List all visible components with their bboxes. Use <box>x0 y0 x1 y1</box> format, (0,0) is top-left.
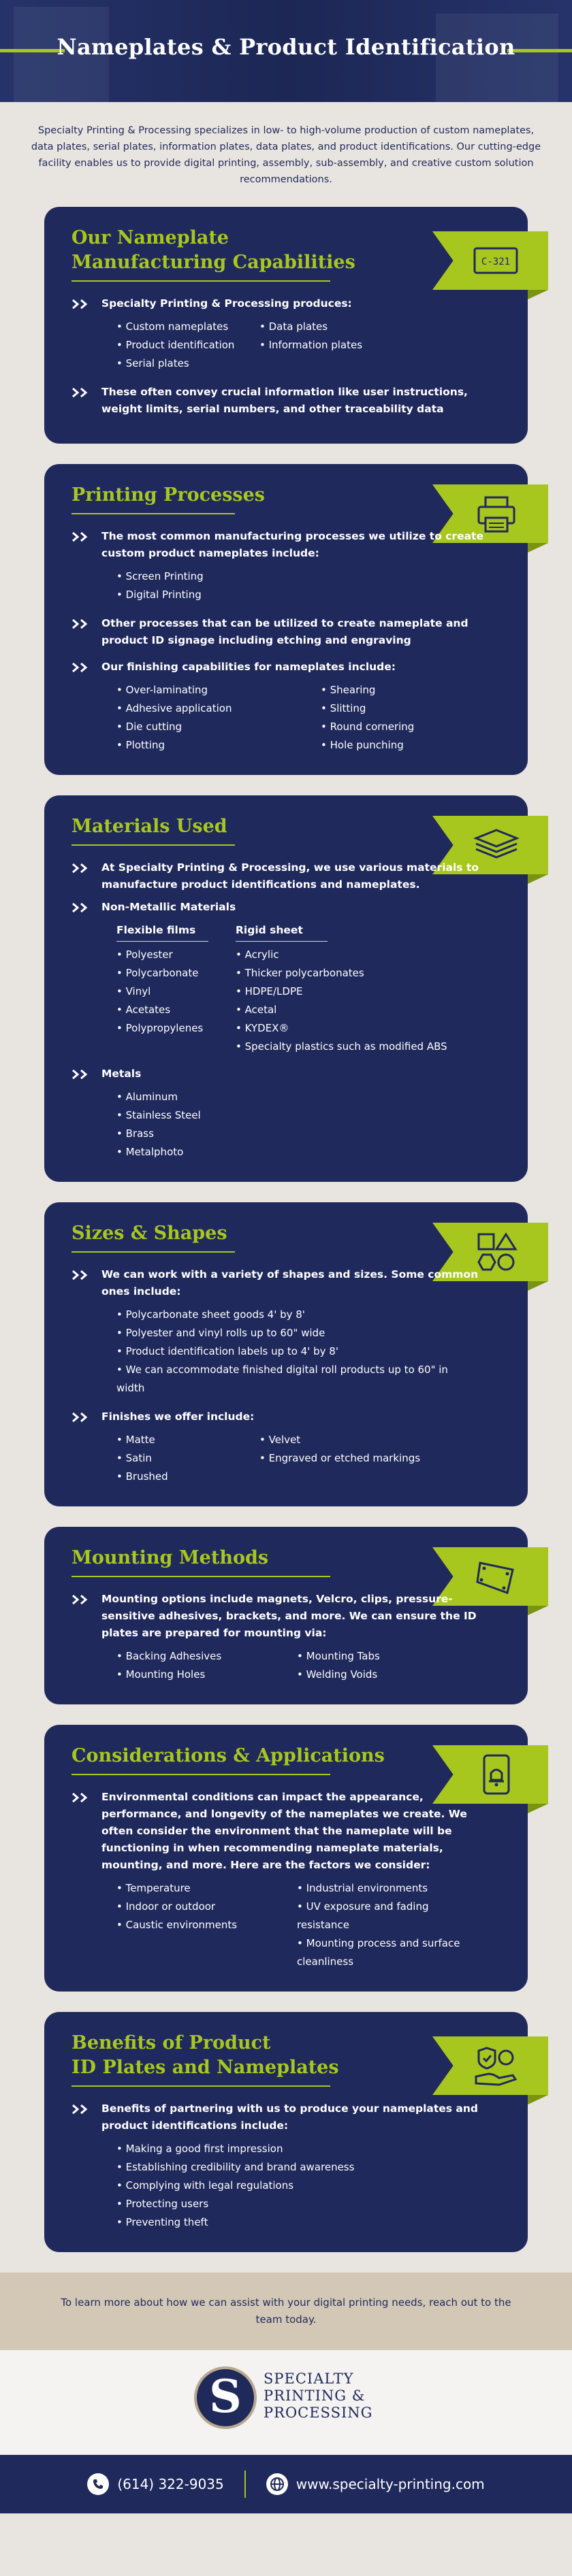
double-chevron-icon <box>72 387 93 398</box>
phone-icon <box>87 2473 109 2495</box>
list-item: • Polyester <box>116 946 236 964</box>
title-underline <box>72 1251 235 1253</box>
list-item: • Round cornering <box>321 718 414 736</box>
list-item: • Thicker polycarbonates <box>236 964 447 982</box>
logo-wordmark: SPECIALTY PRINTING & PROCESSING <box>264 2371 373 2421</box>
section-capabilities <box>44 207 528 444</box>
double-chevron-icon <box>72 1594 93 1605</box>
bullet-heading: The most common manufacturing processes we utilize to create custom product nameplates include: <box>72 528 500 562</box>
bullet-list <box>72 1088 500 1161</box>
column-heading: Flexible films <box>116 921 208 942</box>
double-chevron-icon <box>72 1412 93 1423</box>
section-benefits <box>44 2012 528 2252</box>
list-item: • Shearing <box>321 681 414 699</box>
bullet-heading: Our finishing capabilities for nameplates include: <box>72 659 500 676</box>
bullet-heading: Benefits of partnering with us to produce your nameplates and product identifications include: <box>72 2100 500 2134</box>
list-item: • HDPE/LDPE <box>236 982 447 1001</box>
section-printing <box>44 464 528 775</box>
list-item: • Data plates <box>259 318 362 336</box>
list-item: • Information plates <box>259 336 362 354</box>
title-line-1: Benefits of Product <box>72 2032 271 2053</box>
list-item: • Screen Printing <box>116 567 204 586</box>
list-item: • Stainless Steel <box>116 1106 201 1125</box>
company-logo <box>194 2365 378 2440</box>
double-chevron-icon <box>72 618 93 629</box>
double-chevron-icon <box>72 2104 93 2115</box>
website-link[interactable]: www.specialty-printing.com <box>296 2476 485 2492</box>
bullet-list <box>72 1431 500 1486</box>
list-item: • Die cutting <box>116 718 321 736</box>
list-item: • Aluminum <box>116 1088 201 1106</box>
double-chevron-icon <box>72 1792 93 1803</box>
bullet-heading: Finishes we offer include: <box>72 1408 500 1425</box>
list-col-1 <box>116 318 259 373</box>
list-item: • Brass <box>116 1125 201 1143</box>
logo-area <box>0 2350 572 2455</box>
list-item: • Vinyl <box>116 982 236 1001</box>
list-col-2 <box>259 318 362 373</box>
list-item: • Welding Voids <box>297 1666 380 1684</box>
section-title: Mounting Methods <box>72 1547 269 1568</box>
bullet-list <box>72 1647 500 1684</box>
list-item: • Specialty plastics such as modified ABS <box>236 1038 447 1056</box>
list-col-1 <box>116 567 204 604</box>
bullet-heading: Metals <box>72 1066 500 1083</box>
website-contact[interactable] <box>266 2473 485 2495</box>
bullet-list <box>72 567 500 604</box>
list-col-1 <box>116 1647 297 1684</box>
call-to-action: To learn more about how we can assist with your digital printing needs, reach out to the team today. <box>0 2273 572 2350</box>
title-line-2: Manufacturing Capabilities <box>72 252 355 273</box>
bullet-list <box>72 681 500 755</box>
list-item: • Velvet <box>259 1431 420 1449</box>
title-underline <box>72 844 235 846</box>
list-item: • Acrylic <box>236 946 447 964</box>
list-item: • UV exposure and fading resistance <box>297 1898 474 1934</box>
list-item: • Complying with legal regulations <box>116 2177 354 2195</box>
section-title: Printing Processes <box>72 484 265 506</box>
bullet-list <box>72 1879 500 1971</box>
list-col-1 <box>116 1431 259 1486</box>
list-item: • Polycarbonate <box>116 964 236 982</box>
double-chevron-icon <box>72 662 93 673</box>
section-sizes <box>44 1202 528 1506</box>
list-item: • Engraved or etched markings <box>259 1449 420 1468</box>
benefits-icon-tab <box>432 2036 548 2095</box>
list-item: • Acetal <box>236 1001 447 1019</box>
double-chevron-icon <box>72 531 93 542</box>
list-item: • Hole punching <box>321 736 414 755</box>
divider <box>244 2471 246 2498</box>
materials-columns <box>72 921 500 1056</box>
title-underline <box>72 1774 330 1775</box>
section-considerations <box>44 1725 528 1992</box>
bullet-heading: These often convey crucial information like user instructions, weight limits, serial numbers, and other traceability data <box>72 384 500 418</box>
bullet-list <box>72 2140 500 2232</box>
list-item: • Acetates <box>116 1001 236 1019</box>
double-chevron-icon <box>72 1069 93 1080</box>
list-item: • Serial plates <box>116 354 259 373</box>
section-title: Considerations & Applications <box>72 1745 385 1766</box>
list-item: • Mounting Tabs <box>297 1647 380 1666</box>
double-chevron-icon <box>72 902 93 913</box>
list-item: • Slitting <box>321 699 414 718</box>
bullet-list <box>72 318 500 373</box>
section-title: Materials Used <box>72 816 227 837</box>
list-col-1 <box>116 681 321 755</box>
list-item: • Over-laminating <box>116 681 321 699</box>
title-underline <box>72 2085 330 2087</box>
section-materials <box>44 795 528 1182</box>
list-item: • Custom nameplates <box>116 318 259 336</box>
list-item: • KYDEX® <box>236 1019 447 1038</box>
list-col-2 <box>297 1879 474 1971</box>
list-col-1 <box>116 2140 354 2232</box>
list-col-1 <box>116 1879 297 1971</box>
phone-number[interactable]: (614) 322-9035 <box>117 2476 224 2492</box>
flexible-films-column <box>116 921 236 1056</box>
bullet-heading: Non-Metallic Materials <box>72 899 500 916</box>
list-col-1 <box>116 1306 471 1398</box>
globe-icon <box>266 2473 288 2495</box>
bullet-heading: At Specialty Printing & Processing, we use various materials to manufacture product identifications and nameplates. <box>72 859 500 893</box>
column-heading: Rigid sheet <box>236 921 328 942</box>
bullet-heading: Other processes that can be utilized to create nameplate and product ID signage including etching and engraving <box>72 615 500 649</box>
hand-shield-icon <box>465 2044 528 2087</box>
list-item: • Temperature <box>116 1879 297 1898</box>
list-item: • Mounting process and surface cleanliness <box>297 1934 474 1971</box>
bullet-heading: Environmental conditions can impact the appearance, performance, and longevity of the nameplates we create. We often consider the environment that the nameplate will be functioning in when recommending nameplate materials, mounting, and more. Here are the factors we consider: <box>72 1789 500 1874</box>
list-col-2 <box>321 681 414 755</box>
list-col-2 <box>297 1647 380 1684</box>
bullet-list <box>72 1306 500 1398</box>
contact-bar <box>0 2455 572 2513</box>
double-chevron-icon <box>72 1270 93 1281</box>
section-mounting <box>44 1527 528 1704</box>
list-item: • Satin <box>116 1449 259 1468</box>
list-item: • Polyester and vinyl rolls up to 60" wide <box>116 1324 471 1342</box>
rigid-sheet-column <box>236 921 447 1056</box>
list-item: • Making a good first impression <box>116 2140 354 2158</box>
list-item: • Mounting Holes <box>116 1666 297 1684</box>
list-item: • Matte <box>116 1431 259 1449</box>
logo-monogram: S <box>209 2370 242 2423</box>
list-item: • Protecting users <box>116 2195 354 2213</box>
list-item: • Brushed <box>116 1468 259 1486</box>
bullet-heading: Specialty Printing & Processing produces: <box>72 295 500 312</box>
list-item: • Product identification labels up to 4' by 8' <box>116 1342 471 1361</box>
list-col-1 <box>116 1088 201 1161</box>
list-item: • Indoor or outdoor <box>116 1898 297 1916</box>
list-col-2 <box>259 1431 420 1486</box>
list-item: • Product identification <box>116 336 259 354</box>
list-item: • We can accommodate finished digital roll products up to 60" in width <box>116 1361 471 1398</box>
list-item: • Establishing credibility and brand awareness <box>116 2158 354 2177</box>
title-underline <box>72 513 235 514</box>
bullet-heading: Mounting options include magnets, Velcro, clips, pressure-sensitive adhesives, brackets, and more. We can ensure the ID plates are prepared for mounting via: <box>72 1591 500 1642</box>
double-chevron-icon <box>72 299 93 310</box>
title-line-2: ID Plates and Nameplates <box>72 2057 339 2078</box>
title-underline <box>72 280 330 282</box>
nameplate-icon-tab <box>432 231 548 290</box>
title-underline <box>72 1576 330 1577</box>
section-title: Sizes & Shapes <box>72 1223 227 1244</box>
svg-text:C-321: C-321 <box>481 257 511 267</box>
page-title: Nameplates & Product Identification <box>57 34 515 60</box>
list-item: • Backing Adhesives <box>116 1647 297 1666</box>
title-line-1: Our Nameplate <box>72 227 229 248</box>
list-item: • Polycarbonate sheet goods 4' by 8' <box>116 1306 471 1324</box>
nameplate-icon <box>465 239 528 282</box>
intro-text: Specialty Printing & Processing specializes in low- to high-volume production of custom nameplates, data plates, serial plates, information plates, data plates, and product identifications. Our cutting-edge facility enables us to provide digital printing, assembly, sub-assembly, and creative custom solution recommendations. <box>31 125 541 185</box>
list-item: • Caustic environments <box>116 1916 297 1934</box>
page-header <box>0 0 572 102</box>
list-item: • Polypropylenes <box>116 1019 236 1038</box>
list-item: • Digital Printing <box>116 586 204 604</box>
list-item: • Adhesive application <box>116 699 321 718</box>
list-item: • Industrial environments <box>297 1879 474 1898</box>
list-item: • Metalphoto <box>116 1143 201 1161</box>
bullet-heading: We can work with a variety of shapes and sizes. Some common ones include: <box>72 1266 500 1300</box>
list-item: • Preventing theft <box>116 2213 354 2232</box>
list-item: • Plotting <box>116 736 321 755</box>
double-chevron-icon <box>72 863 93 874</box>
phone-contact[interactable] <box>87 2473 223 2495</box>
